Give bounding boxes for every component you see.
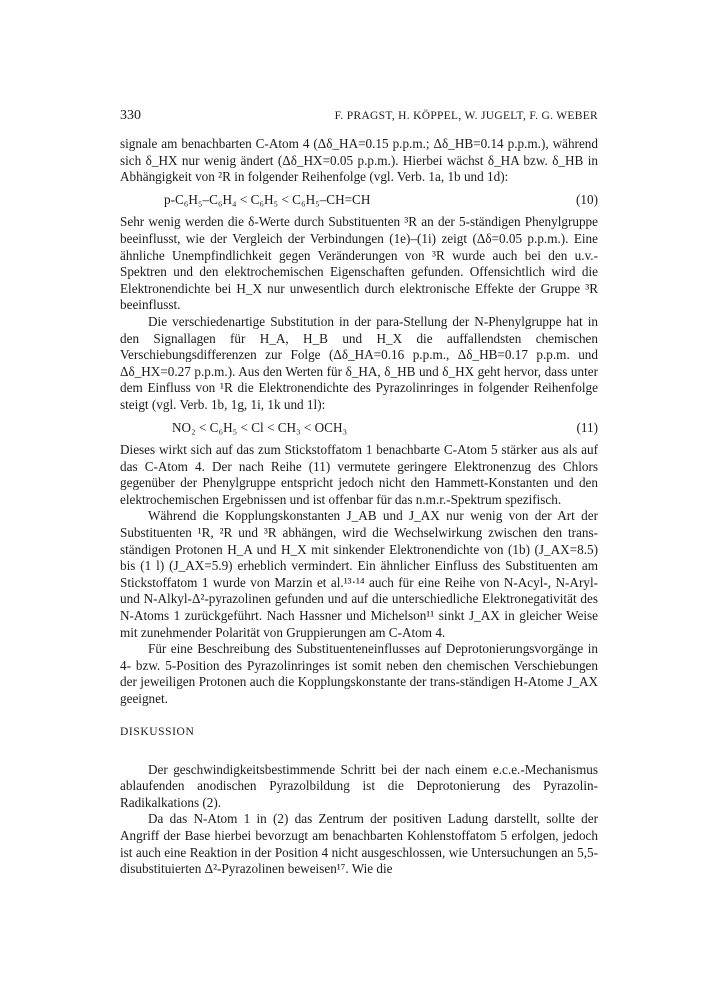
- equation-10: [120, 192, 598, 209]
- author-line: F. PRAGST, H. KÖPPEL, W. JUGELT, F. G. WEBER: [334, 110, 598, 122]
- equation-number: (10): [576, 191, 598, 207]
- paragraph: Da das N-Atom 1 in (2) das Zentrum der positiven Ladung darstellt, sollte der Angriff der Base hierbei bevorzugt am benachbarten Kohlenstoffatom 5 erfolgen, jedoch ist auch eine Reaktion in der Position 4 nicht ausgeschlossen, wie Untersuchungen an 5,5-disubstituierten Δ²-Pyrazolinen beweisen¹⁷. Wie die: [120, 811, 598, 877]
- running-header: [120, 108, 598, 128]
- page-number: 330: [120, 108, 141, 123]
- page: [120, 108, 598, 878]
- paragraph: Sehr wenig werden die δ-Werte durch Substituenten ³R an der 5-ständigen Phenylgruppe beeinflusst, wie der Vergleich der Verbindungen (1e)–(1i) zeigt (Δδ=0.05 p.p.m.). Eine ähnliche Unempfindlichkeit gegen Veränderungen von ³R wurde auch bei den u.v.-Spektren und den elektrochemischen Eigenschaften gefunden. Offensichtlich wird die Elektronendichte bei H_X nur unwesentlich durch elektronische Effekte der Gruppe ³R beeinflusst.: [120, 214, 598, 313]
- equation-formula: NO₂ < C₆H₅ < Cl < CH₃ < OCH₃: [172, 419, 348, 435]
- paragraph: signale am benachbarten C-Atom 4 (Δδ_HA=0.15 p.p.m.; Δδ_HB=0.14 p.p.m.), während sich δ_HX nur wenig ändert (Δδ_HX=0.05 p.p.m.). Hierbei wächst δ_HA bzw. δ_HB in Abhängigkeit von ²R in folgender Reihenfolge (vgl. Verb. 1a, 1b und 1d):: [120, 136, 598, 185]
- section-heading: DISKUSSION: [120, 725, 195, 738]
- equation-11: [120, 420, 598, 437]
- paragraph: Der geschwindigkeitsbestimmende Schritt bei der nach einem e.c.e.-Mechanismus ablaufenden anodischen Pyrazolbildung ist die Deprotonierung des Pyrazolin-Radikalkations (2).: [120, 761, 598, 810]
- paragraph: Die verschiedenartige Substitution in der para-Stellung der N-Phenylgruppe hat in den Signallagen für H_A, H_B und H_X die auffallendsten chemischen Verschiebungsdifferenzen zur Folge (Δδ_HA=0.16 p.p.m., Δδ_HB=0.17 p.p.m. und Δδ_HX=0.27 p.p.m.). Aus den Werten für δ_HA, δ_HB und δ_HX geht hervor, dass unter dem Einfluss von ¹R die Elektronendichte des Pyrazolinringes in folgender Reihenfolge steigt (vgl. Verb. 1b, 1g, 1i, 1k und 1l):: [120, 313, 598, 412]
- equation-formula: p-C₆H₅–C₆H₄ < C₆H₅ < C₆H₅–CH=CH: [164, 191, 371, 207]
- paragraph: Für eine Beschreibung des Substituenteneinflusses auf Deprotonierungsvorgänge in 4- bzw. 5-Position des Pyrazolinringes ist somit neben den chemischen Verschiebungen der jeweiligen Protonen auch die Kopplungskonstante der trans-ständigen H-Atome J_AX geeignet.: [120, 641, 598, 706]
- paragraph: Während die Kopplungskonstanten J_AB und J_AX nur wenig von der Art der Substituenten ¹R, ²R und ³R abhängen, wird die Wechselwirkung zwischen den trans-ständigen Protonen H_A und H_X mit sinkender Elektronendichte von (1b) (J_AX=8.5) bis (1 l) (J_AX=5.9) erheblich vermindert. Ein ähnlicher Einfluss des Substituenten am Stickstoffatom 1 wurde von Marzin et al.¹³·¹⁴ auch für eine Reihe von N-Acyl-, N-Aryl- und N-Alkyl-Δ²-pyrazolinen gefunden und auf die unterschiedliche Elektronegativität des N-Atoms 1 zurückgeführt. Nach Hassner und Michelson¹¹ sinkt J_AX in gleicher Weise mit zunehmender Polarität von Gruppierungen am C-Atom 4.: [120, 508, 598, 640]
- equation-number: (11): [576, 419, 598, 435]
- paragraph: Dieses wirkt sich auf das zum Stickstoffatom 1 benachbarte C-Atom 5 stärker aus als auf das C-Atom 4. Der nach Reihe (11) vermutete geringere Elektronenzug des Chlors gegenüber der Phenylgruppe entspricht jedoch nicht den Hammett-Konstanten und den elektrochemischen Ergebnissen und ist offenbar für das n.m.r.-Spektrum spezifisch.: [120, 442, 598, 507]
